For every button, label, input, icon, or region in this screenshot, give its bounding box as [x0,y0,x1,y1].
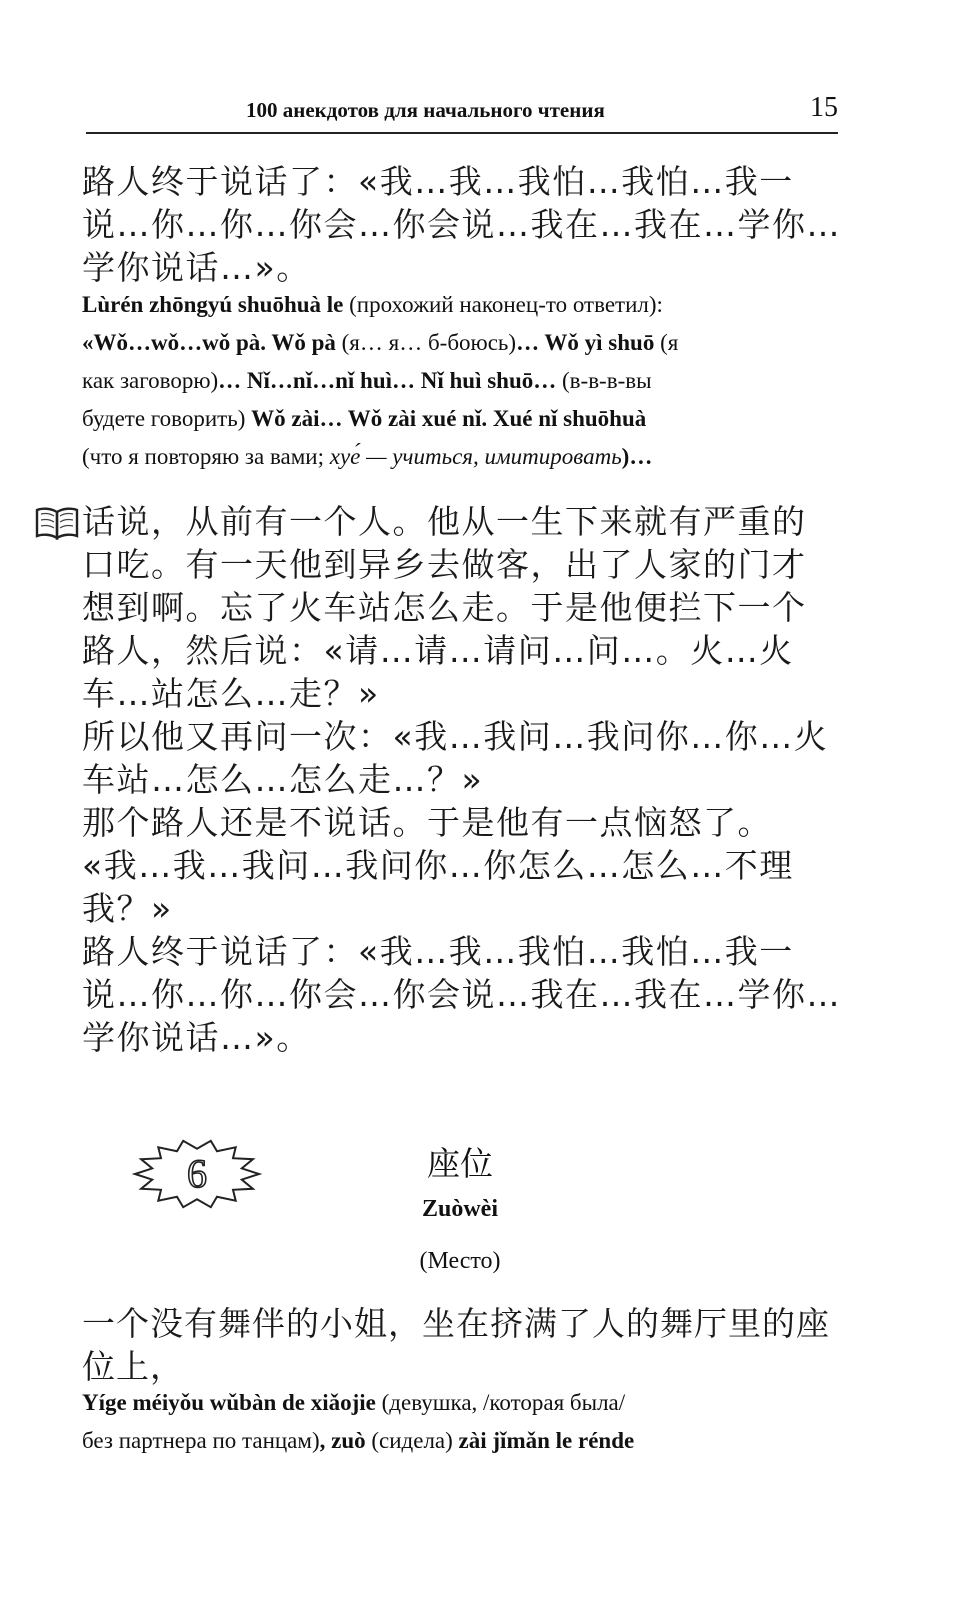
chinese-line: 口吃。有一天他到异乡去做客，出了人家的门才 [82,545,807,584]
pinyin-text: … Nǐ…nǐ…nǐ huì… Nǐ huì shuō… [218,368,557,393]
transliteration-paragraph-3 [82,1384,838,1460]
pinyin-text: Lùrén zhōngyú shuōhuà le [82,292,344,317]
story-number: 6 [187,1151,207,1196]
chinese-line: 我？» [82,889,173,928]
chinese-paragraph-1 [82,160,842,289]
chinese-line: 车…站怎么…走？» [82,674,380,713]
transliteration-line [82,400,838,438]
chinese-line: 路人，然后说：«请…请…请问…问…。火…火 [82,631,794,670]
gloss-text: хуе́ — учиться, имитировать [329,444,622,469]
pinyin-text: )… [621,444,653,469]
pinyin-text: zài jǐmǎn le rénde [458,1428,635,1453]
story-title: 座位 [427,1144,493,1183]
chinese-line: 车站…怎么…怎么走…？» [82,760,484,799]
chinese-paragraph-2 [82,500,842,1059]
translation-text: (девушка, /которая была/ [375,1390,626,1415]
running-header [86,92,838,134]
translation-text: (в-в-в-вы [556,368,652,393]
chinese-line: «我…我…我问…我问你…你怎么…怎么…不理 [82,846,794,885]
chinese-line: 一个没有舞伴的小姐，坐在挤满了人的舞厅里的座 [82,1304,830,1343]
open-book-icon [34,505,80,541]
pinyin-text: Yíge méiyǒu wǔbàn de xiǎojie [82,1390,376,1415]
chinese-line: 说…你…你…你会…你会说…我在…我在…学你… [82,975,841,1014]
translation-text: как заговорю) [82,368,219,393]
transliteration-paragraph-1 [82,286,838,476]
pinyin-text: , zuò [319,1428,366,1453]
translation-text: без партнера по танцам) [82,1428,320,1453]
pinyin-text: «Wǒ…wǒ…wǒ pà. Wǒ pà [82,330,336,355]
transliteration-line [82,1384,838,1422]
chinese-line: 想到啊。忘了火车站怎么走。于是他便拦下一个 [82,588,807,627]
story-title-translation: (Место) [419,1248,501,1274]
chinese-line: 那个路人还是不说话。于是他有一点恼怒了。 [82,803,772,842]
chinese-line: 所以他又再问一次：«我…我问…我问你…你…火 [82,717,829,756]
translation-text: будете говорить) [82,406,252,431]
chinese-line: 路人终于说话了：«我…我…我怕…我怕…我一 [82,932,794,971]
chinese-line: 学你说话…»。 [82,248,311,287]
running-title: 100 анекдотов для начального чтения [246,98,605,122]
chinese-line: 路人终于说话了：«我…我…我怕…我怕…我一 [82,162,794,201]
pinyin-text: Wǒ zài… Wǒ zài xué nǐ. Xué nǐ shuōhuà [251,406,647,431]
story-title-pinyin: Zuòwèi [421,1196,498,1222]
transliteration-line [82,362,838,400]
transliteration-line [82,438,838,476]
translation-text: (что я повторяю за вами; [82,444,330,469]
translation-text: (сидела) [365,1428,459,1453]
translation-text: (я [654,330,679,355]
chinese-paragraph-3 [82,1302,842,1388]
transliteration-line [82,286,838,324]
transliteration-line [82,1422,838,1460]
chinese-line: 说…你…你…你会…你会说…我在…我在…学你… [82,205,841,244]
chinese-line: 学你说话…»。 [82,1018,311,1057]
translation-text: (прохожий наконец-то ответил): [343,292,663,317]
translation-text: (я… я… б-боюсь) [335,330,517,355]
chinese-line: 话说，从前有一个人。他从一生下来就有严重的 [82,502,807,541]
pinyin-text: … Wǒ yì shuō [516,330,655,355]
page-number: 15 [810,92,838,123]
transliteration-line [82,324,838,362]
chinese-line: 位上， [82,1347,184,1386]
story-number-badge [132,1138,262,1210]
